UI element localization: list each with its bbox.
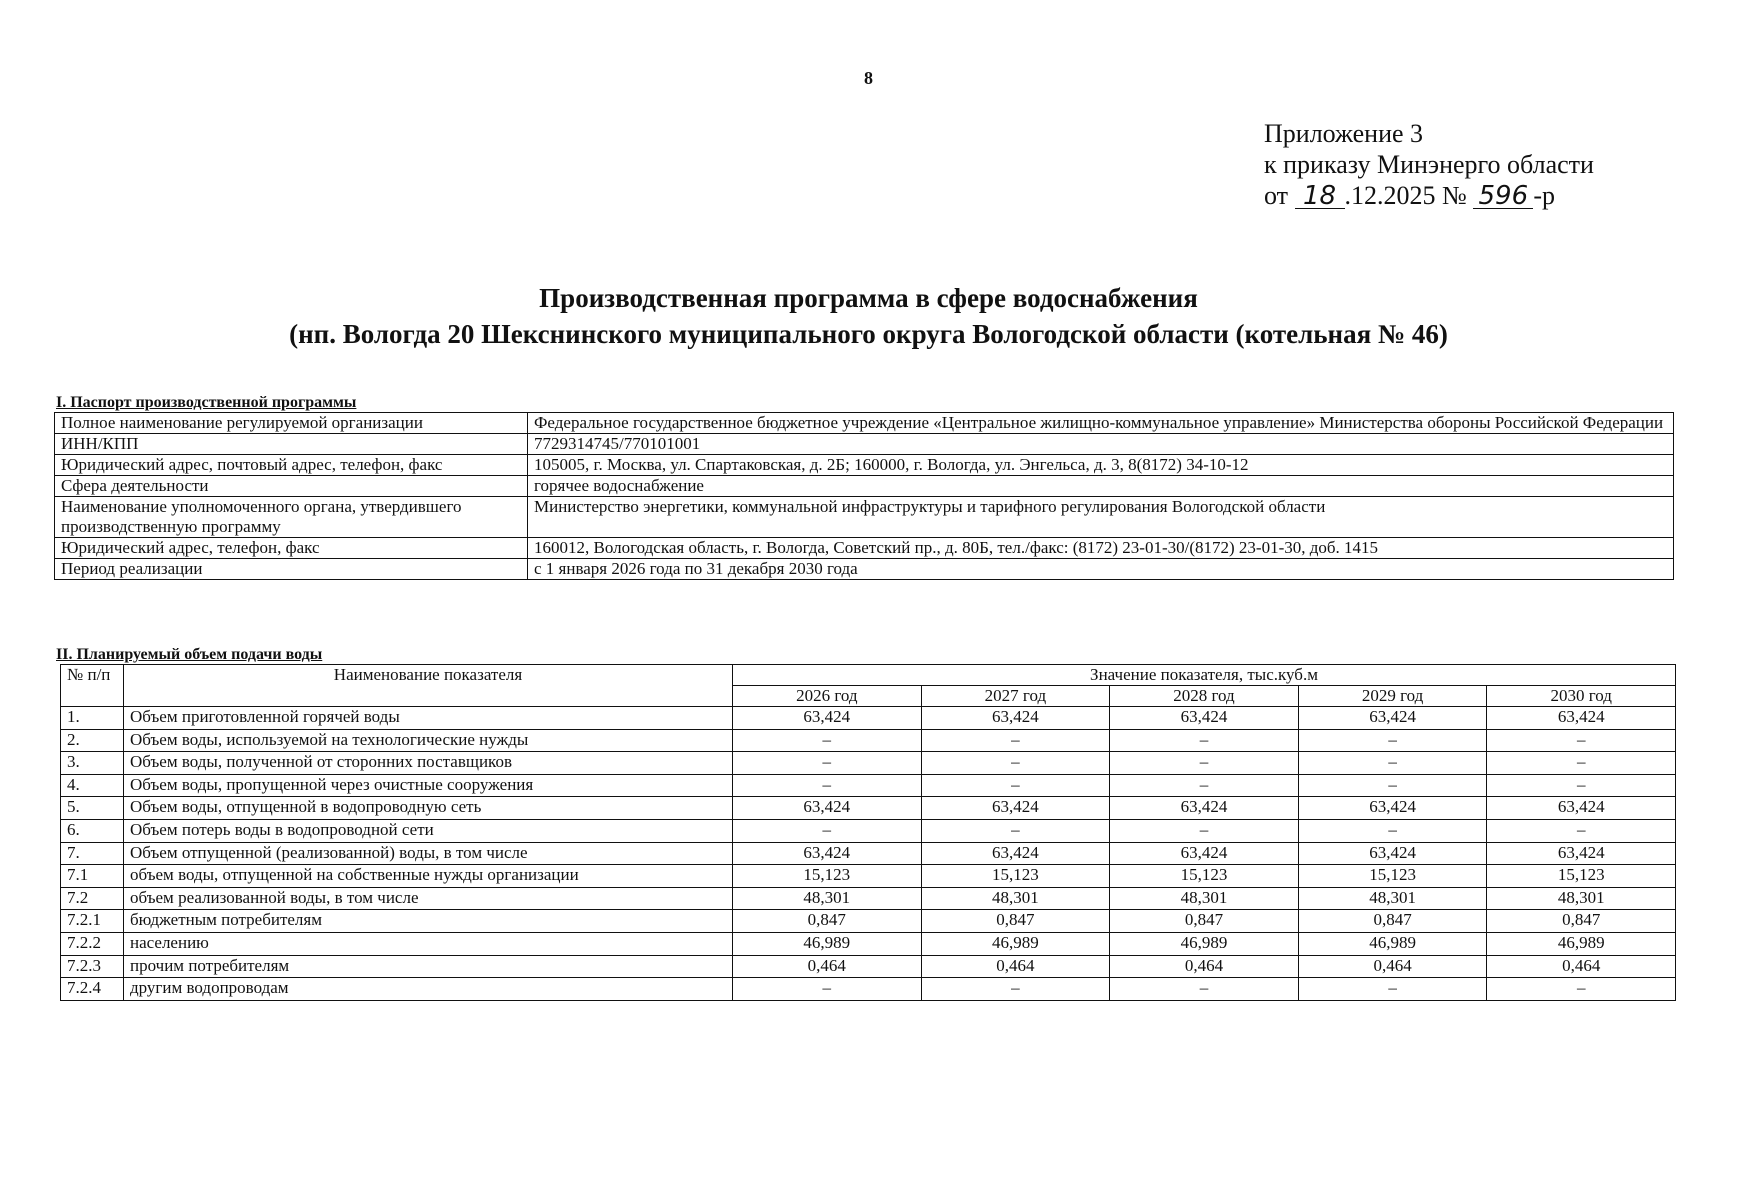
indicator-name: Объем отпущенной (реализованной) воды, в том числе: [124, 842, 733, 865]
indicator-value: 46,989: [1298, 932, 1487, 955]
indicator-value: –: [921, 774, 1110, 797]
document-title-line-2: (нп. Вологда 20 Шекснинского муниципального округа Вологодской области (котельная № 46): [289, 319, 1448, 349]
indicator-value: 0,847: [1298, 910, 1487, 933]
table-row: [61, 865, 1676, 888]
indicator-name: Объем воды, используемой на технологические нужды: [124, 729, 733, 752]
appendix-line-2: к приказу Минэнерго области: [1264, 150, 1594, 179]
indicator-value: –: [1298, 752, 1487, 775]
passport-value: 105005, г. Москва, ул. Спартаковская, д. 2Б; 160000, г. Вологда, ул. Энгельса, д. 3, 8(8172) 34-10-12: [528, 455, 1674, 476]
indicator-value: 46,989: [1487, 932, 1676, 955]
row-number: 7.2.1: [61, 910, 124, 933]
passport-table: [54, 412, 1674, 580]
indicator-value: –: [1298, 774, 1487, 797]
indicator-value: –: [1487, 978, 1676, 1001]
indicator-value: 63,424: [1110, 842, 1299, 865]
indicator-value: 15,123: [733, 865, 922, 888]
indicator-value: –: [1487, 752, 1676, 775]
indicator-value: 48,301: [733, 887, 922, 910]
indicator-value: 0,847: [1110, 910, 1299, 933]
indicator-value: –: [733, 729, 922, 752]
passport-value: Федеральное государственное бюджетное учреждение «Центральное жилищно-коммунальное управление» Министерства обороны Российской Федерации: [528, 413, 1674, 434]
column-header-name: Наименование показателя: [124, 665, 733, 707]
indicator-value: 63,424: [1487, 842, 1676, 865]
indicator-name: Объем потерь воды в водопроводной сети: [124, 819, 733, 842]
row-number: 7.2.3: [61, 955, 124, 978]
indicator-value: 0,464: [921, 955, 1110, 978]
passport-value: 160012, Вологодская область, г. Вологда, Советский пр., д. 80Б, тел./факс: (8172) 23-01-30/(8172) 23-01-30, доб. 1415: [528, 538, 1674, 559]
indicator-value: –: [1487, 729, 1676, 752]
indicator-name: Объем приготовленной горячей воды: [124, 707, 733, 730]
passport-label: Юридический адрес, почтовый адрес, телефон, факс: [55, 455, 528, 476]
passport-label: Наименование уполномоченного органа, утвердившего производственную программу: [55, 497, 528, 538]
appendix-from-label: от: [1264, 181, 1289, 210]
appendix-line-3: [1264, 180, 1594, 211]
indicator-name: прочим потребителям: [124, 955, 733, 978]
passport-label: Юридический адрес, телефон, факс: [55, 538, 528, 559]
passport-value: горячее водоснабжение: [528, 476, 1674, 497]
indicator-value: –: [1298, 978, 1487, 1001]
indicator-name: населению: [124, 932, 733, 955]
indicator-value: 48,301: [1298, 887, 1487, 910]
indicator-value: 63,424: [921, 842, 1110, 865]
passport-label: Период реализации: [55, 559, 528, 580]
table-row: [61, 910, 1676, 933]
indicator-value: –: [921, 752, 1110, 775]
document-title: [0, 280, 1737, 352]
indicator-value: 63,424: [733, 707, 922, 730]
handwritten-day: 18: [1295, 184, 1345, 209]
row-number: 7.2: [61, 887, 124, 910]
indicator-value: –: [1110, 729, 1299, 752]
passport-row: [55, 455, 1674, 476]
indicator-value: 46,989: [1110, 932, 1299, 955]
row-number: 1.: [61, 707, 124, 730]
row-number: 5.: [61, 797, 124, 820]
indicator-name: бюджетным потребителям: [124, 910, 733, 933]
table-row: [61, 797, 1676, 820]
table-row: [61, 978, 1676, 1001]
indicator-value: –: [1487, 774, 1676, 797]
row-number: 7.: [61, 842, 124, 865]
passport-value: с 1 января 2026 года по 31 декабря 2030 года: [528, 559, 1674, 580]
indicator-value: 0,464: [1110, 955, 1299, 978]
indicator-value: 63,424: [1487, 707, 1676, 730]
year-header: 2028 год: [1110, 686, 1299, 707]
passport-row: [55, 497, 1674, 538]
table-row: [61, 955, 1676, 978]
year-header: 2030 год: [1487, 686, 1676, 707]
indicator-value: 63,424: [733, 797, 922, 820]
volumes-heading: II. Планируемый объем подачи воды: [56, 646, 323, 663]
row-number: 7.2.4: [61, 978, 124, 1001]
column-header-number: № п/п: [61, 665, 124, 707]
passport-row: [55, 434, 1674, 455]
indicator-value: 63,424: [1298, 707, 1487, 730]
page-number: 8: [864, 68, 873, 88]
table-row: [61, 774, 1676, 797]
table-row: [61, 932, 1676, 955]
indicator-value: 63,424: [921, 797, 1110, 820]
indicator-name: объем воды, отпущенной на собственные нужды организации: [124, 865, 733, 888]
indicator-value: 15,123: [1298, 865, 1487, 888]
table-row: [61, 819, 1676, 842]
table-row: [61, 729, 1676, 752]
indicator-value: –: [733, 819, 922, 842]
passport-value: 7729314745/770101001: [528, 434, 1674, 455]
indicator-value: –: [733, 978, 922, 1001]
year-header: 2027 год: [921, 686, 1110, 707]
year-header: 2026 год: [733, 686, 922, 707]
indicator-value: 15,123: [1110, 865, 1299, 888]
indicator-value: –: [733, 774, 922, 797]
indicator-value: –: [1298, 729, 1487, 752]
indicator-value: –: [1110, 819, 1299, 842]
appendix-suffix: -р: [1533, 181, 1556, 210]
indicator-value: 63,424: [1110, 797, 1299, 820]
row-number: 3.: [61, 752, 124, 775]
passport-value: Министерство энергетики, коммунальной инфраструктуры и тарифного регулирования Вологодской области: [528, 497, 1674, 538]
year-header: 2029 год: [1298, 686, 1487, 707]
appendix-line-1: Приложение 3: [1264, 119, 1424, 148]
indicator-value: –: [921, 978, 1110, 1001]
indicator-value: 0,464: [733, 955, 922, 978]
table-row: [61, 752, 1676, 775]
indicator-value: 63,424: [1298, 797, 1487, 820]
indicator-name: другим водопроводам: [124, 978, 733, 1001]
indicator-value: 15,123: [921, 865, 1110, 888]
indicator-value: 46,989: [733, 932, 922, 955]
indicator-value: 63,424: [1110, 707, 1299, 730]
indicator-value: –: [1110, 774, 1299, 797]
indicator-value: 0,847: [921, 910, 1110, 933]
indicator-value: 63,424: [1487, 797, 1676, 820]
indicator-name: объем реализованной воды, в том числе: [124, 887, 733, 910]
row-number: 7.2.2: [61, 932, 124, 955]
passport-row: [55, 413, 1674, 434]
passport-label: Полное наименование регулируемой организации: [55, 413, 528, 434]
table-row: [61, 842, 1676, 865]
indicator-value: 15,123: [1487, 865, 1676, 888]
passport-label: Сфера деятельности: [55, 476, 528, 497]
passport-row: [55, 476, 1674, 497]
indicator-value: 48,301: [921, 887, 1110, 910]
volumes-table: [60, 664, 1676, 1001]
passport-label: ИНН/КПП: [55, 434, 528, 455]
passport-heading: I. Паспорт производственной программы: [56, 394, 357, 411]
table-row: [61, 707, 1676, 730]
passport-row: [55, 559, 1674, 580]
indicator-value: 46,989: [921, 932, 1110, 955]
indicator-value: –: [921, 819, 1110, 842]
indicator-value: –: [1487, 819, 1676, 842]
indicator-value: 0,847: [733, 910, 922, 933]
indicator-value: 63,424: [921, 707, 1110, 730]
row-number: 6.: [61, 819, 124, 842]
indicator-name: Объем воды, полученной от сторонних поставщиков: [124, 752, 733, 775]
appendix-block: [1264, 118, 1594, 211]
indicator-value: –: [1298, 819, 1487, 842]
indicator-value: –: [1110, 978, 1299, 1001]
indicator-value: –: [921, 729, 1110, 752]
table-row: [61, 887, 1676, 910]
document-title-line-1: Производственная программа в сфере водоснабжения: [539, 283, 1198, 313]
indicator-value: 0,464: [1487, 955, 1676, 978]
passport-row: [55, 538, 1674, 559]
indicator-value: 48,301: [1110, 887, 1299, 910]
row-number: 4.: [61, 774, 124, 797]
column-header-values: Значение показателя, тыс.куб.м: [733, 665, 1676, 686]
indicator-name: Объем воды, пропущенной через очистные сооружения: [124, 774, 733, 797]
indicator-value: –: [1110, 752, 1299, 775]
appendix-date-rest: .12.2025 №: [1344, 181, 1467, 210]
indicator-value: –: [733, 752, 922, 775]
indicator-value: 63,424: [733, 842, 922, 865]
indicator-value: 0,847: [1487, 910, 1676, 933]
indicator-value: 63,424: [1298, 842, 1487, 865]
row-number: 7.1: [61, 865, 124, 888]
indicator-value: 0,464: [1298, 955, 1487, 978]
row-number: 2.: [61, 729, 124, 752]
indicator-name: Объем воды, отпущенной в водопроводную сеть: [124, 797, 733, 820]
handwritten-order-number: 596: [1473, 184, 1533, 209]
indicator-value: 48,301: [1487, 887, 1676, 910]
